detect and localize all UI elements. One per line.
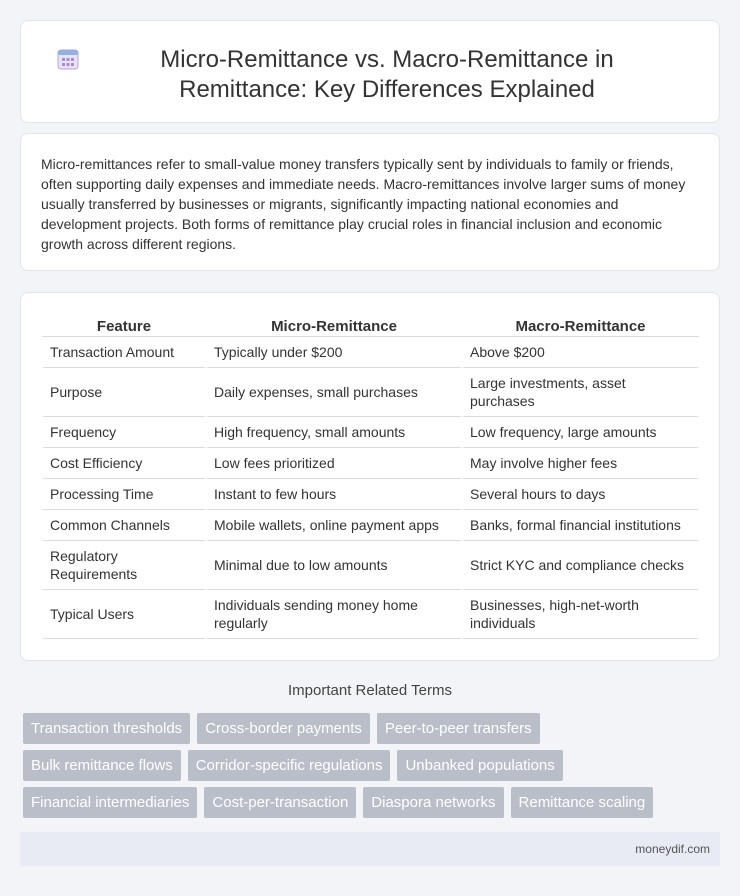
- related-term-tag[interactable]: Corridor-specific regulations: [188, 750, 391, 781]
- table-row: [42, 479, 699, 510]
- page-title: Micro-Remittance vs. Macro-Remittance in Remittance: Key Differences Explained: [160, 46, 614, 103]
- table-row: [42, 417, 699, 448]
- intro-paragraph: Micro-remittances refer to small-value money transfers typically sent by individuals to family or friends, often supporting daily expenses and immediate needs. Macro-remittances involve larger sums of money usually transferred by businesses or migrants, significantly impacting national economies and development projects. Both forms of remittance play crucial roles in financial inclusion and economic growth across different regions.: [41, 156, 686, 252]
- macro-cell: Low frequency, large amounts: [462, 417, 699, 448]
- macro-cell: Businesses, high-net-worth individuals: [462, 590, 699, 639]
- related-term-tag[interactable]: Cross-border payments: [197, 713, 370, 744]
- micro-cell: Typically under $200: [206, 337, 462, 368]
- macro-cell: Large investments, asset purchases: [462, 368, 699, 417]
- related-term-tag[interactable]: Peer-to-peer transfers: [377, 713, 540, 744]
- footer-site[interactable]: moneydif.com: [635, 842, 710, 856]
- header-micro: Micro-Remittance: [206, 315, 462, 337]
- table-header-row: [42, 315, 699, 337]
- micro-cell: Instant to few hours: [206, 479, 462, 510]
- related-term-tag[interactable]: Unbanked populations: [397, 750, 562, 781]
- micro-cell: Mobile wallets, online payment apps: [206, 510, 462, 541]
- feature-cell: Purpose: [42, 368, 206, 417]
- related-term-tag[interactable]: Financial intermediaries: [23, 787, 197, 818]
- header-feature: Feature: [42, 315, 206, 337]
- comparison-table: [42, 315, 699, 639]
- related-term-tag[interactable]: Remittance scaling: [511, 787, 654, 818]
- macro-cell: May involve higher fees: [462, 448, 699, 479]
- feature-cell: Regulatory Requirements: [42, 541, 206, 590]
- feature-cell: Typical Users: [42, 590, 206, 639]
- micro-cell: Low fees prioritized: [206, 448, 462, 479]
- table-row: [42, 337, 699, 368]
- table-row: [42, 510, 699, 541]
- feature-cell: Transaction Amount: [42, 337, 206, 368]
- intro-card: [20, 133, 720, 271]
- micro-cell: Minimal due to low amounts: [206, 541, 462, 590]
- related-term-tag[interactable]: Cost-per-transaction: [204, 787, 356, 818]
- related-term-tag[interactable]: Diaspora networks: [363, 787, 503, 818]
- macro-cell: Banks, formal financial institutions: [462, 510, 699, 541]
- related-term-tag[interactable]: Transaction thresholds: [23, 713, 190, 744]
- comparison-table-card: [20, 292, 720, 661]
- related-terms-title: Important Related Terms: [288, 682, 452, 699]
- title-card: [20, 20, 720, 123]
- macro-cell: Strict KYC and compliance checks: [462, 541, 699, 590]
- table-row: [42, 541, 699, 590]
- feature-cell: Common Channels: [42, 510, 206, 541]
- macro-cell: Several hours to days: [462, 479, 699, 510]
- table-row: [42, 368, 699, 417]
- micro-cell: High frequency, small amounts: [206, 417, 462, 448]
- related-term-tag[interactable]: Bulk remittance flows: [23, 750, 181, 781]
- micro-cell: Individuals sending money home regularly: [206, 590, 462, 639]
- header-macro: Macro-Remittance: [462, 315, 699, 337]
- table-row: [42, 448, 699, 479]
- related-terms-list: [23, 713, 723, 824]
- feature-cell: Processing Time: [42, 479, 206, 510]
- table-row: [42, 590, 699, 639]
- micro-cell: Daily expenses, small purchases: [206, 368, 462, 417]
- feature-cell: Cost Efficiency: [42, 448, 206, 479]
- macro-cell: Above $200: [462, 337, 699, 368]
- footer: [20, 832, 720, 866]
- feature-cell: Frequency: [42, 417, 206, 448]
